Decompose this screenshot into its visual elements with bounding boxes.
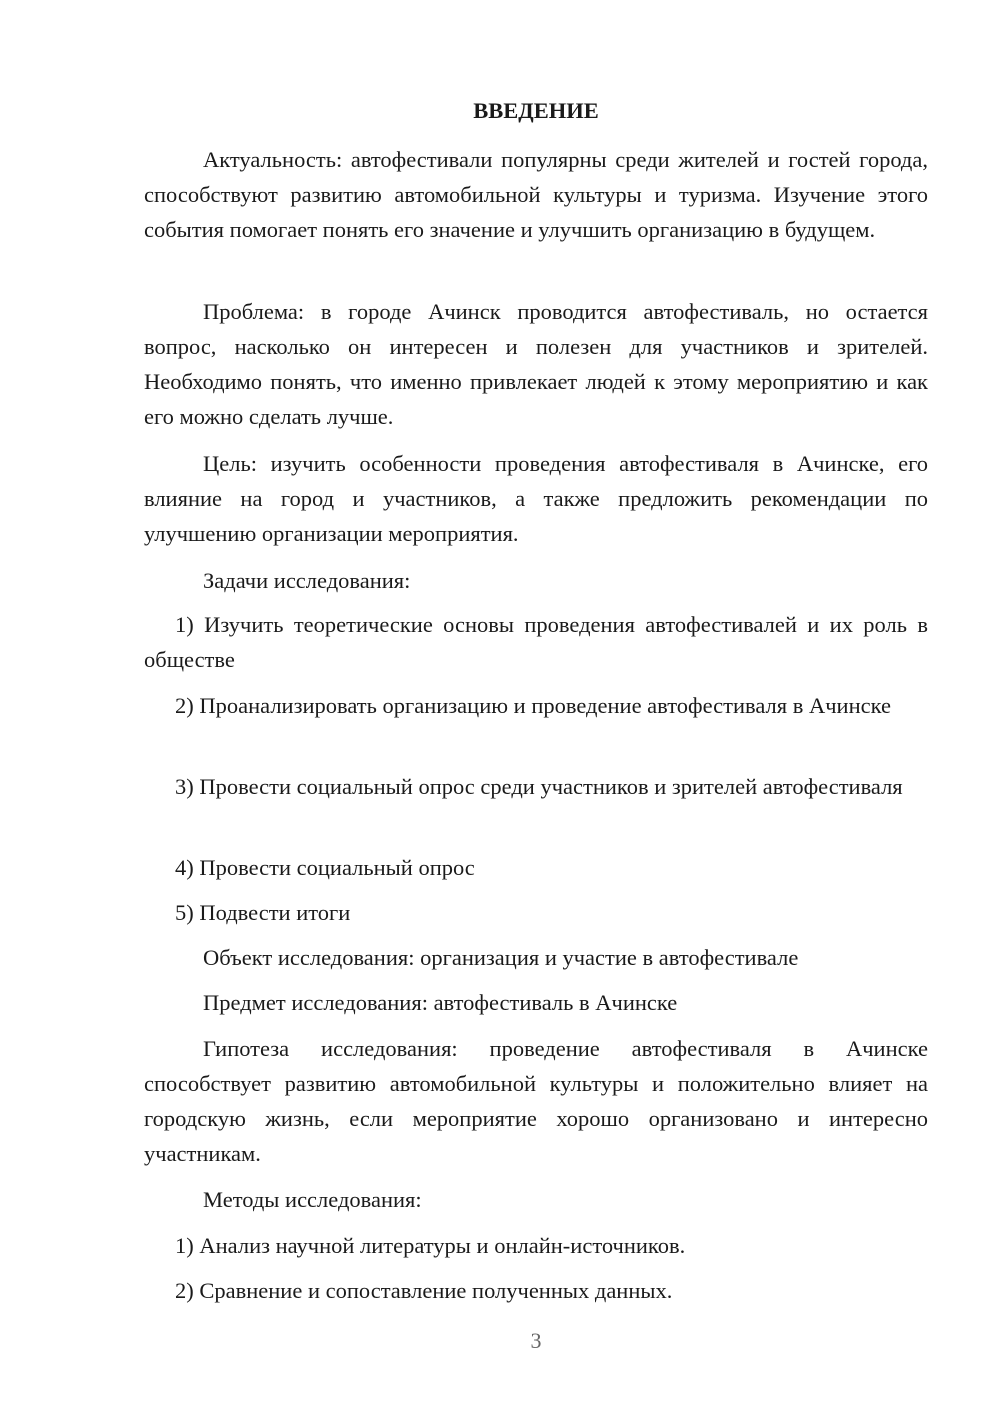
research-hypothesis: Гипотеза исследования: проведение автофестиваля в Ачинске способствует развитию автомобильной культуры и положительно влияет на городскую жизнь, если мероприятие хорошо организовано и интересно участникам.	[144, 1036, 928, 1166]
page-number: 3	[530, 1328, 542, 1353]
task-item-4: 4) Провести социальный опрос	[175, 855, 475, 880]
research-object: Объект исследования: организация и участие в автофестивале	[203, 945, 799, 970]
task-item-1: 1) Изучить теоретические основы проведения автофестивалей и их роль в обществе	[144, 612, 928, 672]
task-item-3: 3) Провести социальный опрос среди участников и зрителей автофестиваля	[175, 774, 903, 799]
task-item-5: 5) Подвести итоги	[175, 900, 351, 925]
page-title: ВВЕДЕНИЕ	[473, 98, 599, 123]
task-item-2: 2) Проанализировать организацию и проведение автофестиваля в Ачинске	[175, 693, 891, 718]
method-item-2: 2) Сравнение и сопоставление полученных данных.	[175, 1278, 673, 1303]
paragraph-goal: Цель: изучить особенности проведения автофестиваля в Ачинске, его влияние на город и участников, а также предложить рекомендации по улучшению организации мероприятия.	[144, 451, 928, 546]
paragraph-relevance: Актуальность: автофестивали популярны среди жителей и гостей города, способствуют развитию автомобильной культуры и туризма. Изучение этого события помогает понять его значение и улучшить организацию в будущем.	[144, 147, 928, 242]
paragraph-problem: Проблема: в городе Ачинск проводится автофестиваль, но остается вопрос, насколько он интересен и полезен для участников и зрителей. Необходимо понять, что именно привлекает людей к этому мероприятию и как его можно сделать лучше.	[144, 299, 928, 429]
method-item-1: 1) Анализ научной литературы и онлайн-источников.	[175, 1233, 686, 1258]
tasks-title: Задачи исследования:	[203, 568, 411, 593]
methods-title: Методы исследования:	[203, 1187, 422, 1212]
research-subject: Предмет исследования: автофестиваль в Ачинске	[203, 990, 678, 1015]
